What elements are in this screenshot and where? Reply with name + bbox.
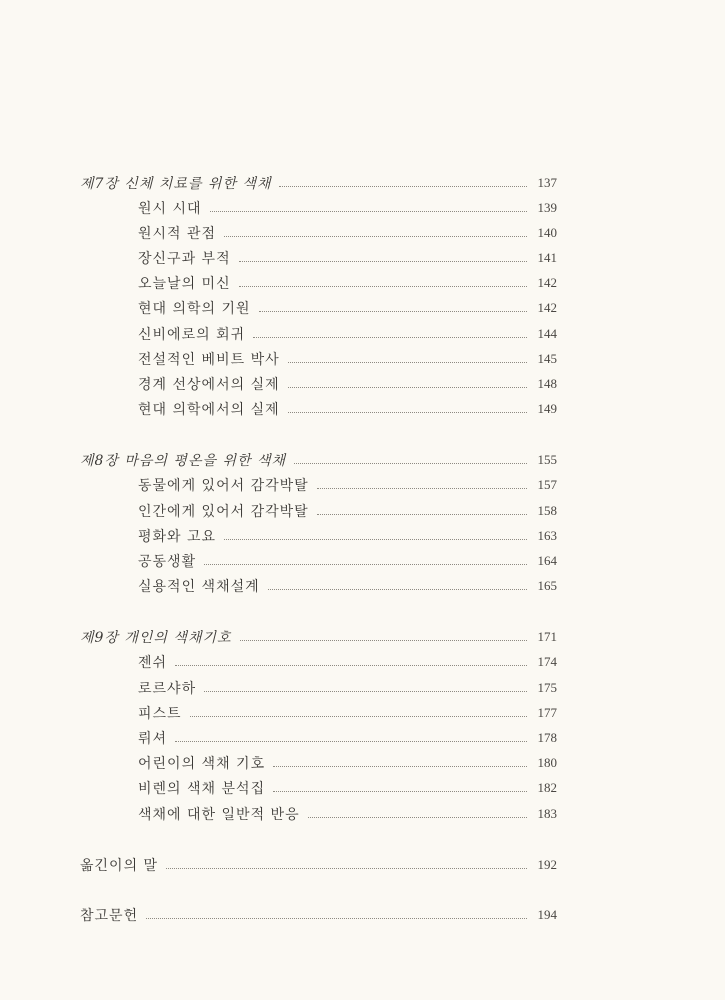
toc-title: 오늘날의 미신 (138, 276, 231, 292)
toc-title: 원시 시대 (138, 201, 202, 217)
toc-page-number: 139 (537, 200, 557, 215)
toc-entry (0, 727, 725, 749)
toc-page-number: 142 (537, 275, 557, 290)
dot-leader (239, 261, 527, 262)
dot-leader (288, 412, 527, 413)
dot-leader (210, 211, 527, 212)
toc-page-number: 137 (537, 175, 557, 190)
toc-references (0, 904, 725, 926)
dot-leader (273, 766, 527, 767)
toc-title: 어린이의 색채 기호 (138, 756, 266, 772)
toc-title: 인간에게 있어서 감각박탈 (138, 504, 309, 520)
toc-title: 동물에게 있어서 감각박탈 (138, 478, 309, 494)
dot-leader (240, 640, 527, 641)
toc-entry (0, 803, 725, 825)
toc-entry (0, 677, 725, 699)
dot-leader (288, 387, 527, 388)
toc-entry (0, 373, 725, 395)
toc-entry (0, 348, 725, 370)
dot-leader (239, 286, 527, 287)
dot-leader (224, 236, 527, 237)
dot-leader (279, 186, 527, 187)
toc-translator-note (0, 854, 725, 876)
toc-page-number: 194 (537, 907, 557, 922)
toc-title: 색채에 대한 일반적 반응 (138, 807, 300, 823)
toc-title: 비렌의 색채 분석집 (138, 781, 266, 797)
dot-leader (288, 362, 527, 363)
toc-page-number: 192 (537, 857, 557, 872)
toc-title: 장신구과 부적 (138, 251, 231, 267)
dot-leader (166, 868, 527, 869)
toc-chapter-7 (0, 172, 725, 194)
toc-page-number: 155 (537, 452, 557, 467)
dot-leader (317, 514, 527, 515)
toc-entry (0, 222, 725, 244)
dot-leader (294, 463, 527, 464)
toc-page-number: 177 (537, 705, 557, 720)
dot-leader (317, 488, 527, 489)
toc-page-number: 149 (537, 401, 557, 416)
toc-page-number: 164 (537, 553, 557, 568)
toc-page-number: 145 (537, 351, 557, 366)
toc-title: 제7장 신체 치료를 위한 색채 (80, 176, 272, 192)
toc-title: 제9장 개인의 색채기호 (80, 630, 232, 646)
dot-leader (308, 817, 527, 818)
toc-title: 뤼셔 (138, 731, 168, 747)
dot-leader (190, 716, 527, 717)
toc-entry (0, 500, 725, 522)
toc-page-number: 175 (537, 680, 557, 695)
toc-page-number: 174 (537, 654, 557, 669)
dot-leader (273, 791, 527, 792)
dot-leader (259, 311, 527, 312)
toc-page-number: 163 (537, 528, 557, 543)
dot-leader (146, 918, 527, 919)
toc-page-number: 140 (537, 225, 557, 240)
toc-page-number: 178 (537, 730, 557, 745)
toc-title: 젠쉬 (138, 655, 168, 671)
toc-page-number: 148 (537, 376, 557, 391)
toc-entry (0, 398, 725, 420)
toc-entry (0, 752, 725, 774)
toc-page-number: 144 (537, 326, 557, 341)
toc-entry (0, 651, 725, 673)
toc-title: 제8장 마음의 평온을 위한 색채 (80, 453, 286, 469)
toc-entry (0, 272, 725, 294)
toc-entry (0, 247, 725, 269)
dot-leader (175, 741, 527, 742)
toc-page-number: 165 (537, 578, 557, 593)
toc-entry (0, 297, 725, 319)
toc-title: 평화와 고요 (138, 529, 217, 545)
toc-page-number: 142 (537, 300, 557, 315)
toc-entry (0, 777, 725, 799)
dot-leader (175, 665, 527, 666)
toc-entry (0, 323, 725, 345)
toc-title: 참고문헌 (80, 908, 139, 924)
toc-page-number: 171 (537, 629, 557, 644)
toc-entry (0, 474, 725, 496)
toc-title: 로르샤하 (138, 681, 197, 697)
toc-title: 현대 의학의 기원 (138, 301, 251, 317)
toc-title: 피스트 (138, 706, 182, 722)
toc-entry (0, 550, 725, 572)
toc-chapter-9 (0, 626, 725, 648)
toc-entry (0, 575, 725, 597)
toc-page-number: 182 (537, 780, 557, 795)
toc-title: 신비에로의 회귀 (138, 327, 246, 343)
dot-leader (204, 691, 527, 692)
toc-entry (0, 702, 725, 724)
toc-page-number: 158 (537, 503, 557, 518)
dot-leader (268, 589, 527, 590)
toc-page-number: 141 (537, 250, 557, 265)
toc-title: 옮긴이의 말 (80, 858, 159, 874)
toc-title: 경계 선상에서의 실제 (138, 377, 280, 393)
toc-entry (0, 525, 725, 547)
toc-chapter-8 (0, 449, 725, 471)
dot-leader (204, 564, 527, 565)
dot-leader (253, 337, 527, 338)
dot-leader (224, 539, 527, 540)
toc-title: 현대 의학에서의 실제 (138, 402, 280, 418)
toc-title: 실용적인 색채설계 (138, 579, 260, 595)
toc-page-number: 183 (537, 806, 557, 821)
toc-title: 전설적인 베비트 박사 (138, 352, 280, 368)
toc-title: 공동생활 (138, 554, 197, 570)
toc-title: 원시적 관점 (138, 226, 217, 242)
toc-page-number: 180 (537, 755, 557, 770)
toc-entry (0, 197, 725, 219)
toc-page-number: 157 (537, 477, 557, 492)
